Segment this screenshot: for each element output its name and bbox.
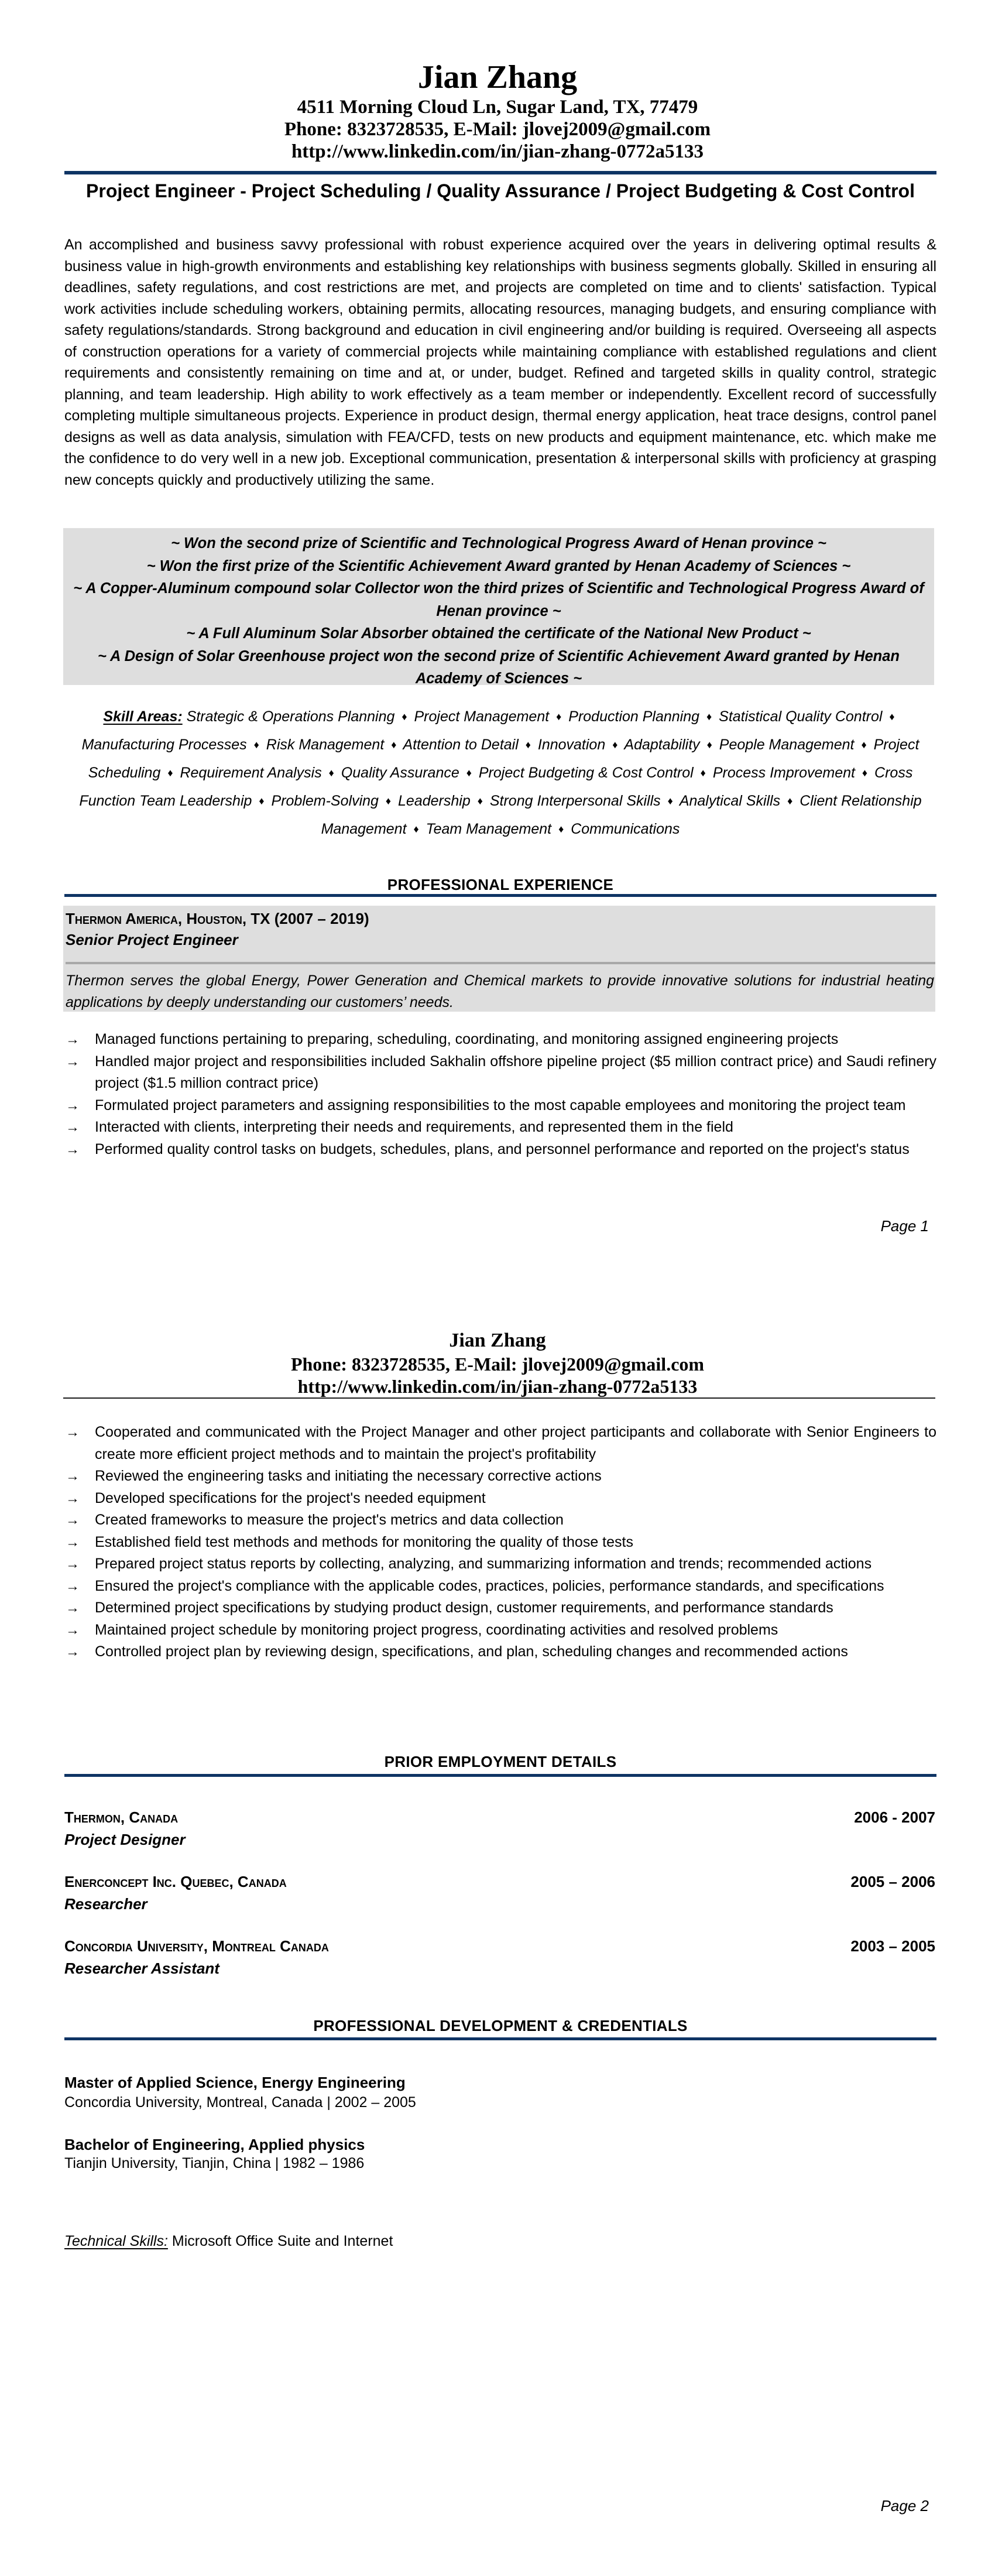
prior-company: Enerconcept Inc. Quebec, Canada [64, 1873, 287, 1890]
skill-item: Project Scheduling [88, 737, 919, 781]
prior-company: Thermon, Canada [64, 1808, 179, 1826]
award-item: ~ A Design of Solar Greenhouse project won the second prize of Scientific Achievement Award granted by Henan Academy of Sciences ~ [98, 648, 900, 687]
bullet-item [64, 1597, 936, 1619]
award-item: ~ A Full Aluminum Solar Absorber obtained the certificate of the National New Product ~ [186, 625, 811, 642]
bullet-text: Controlled project plan by reviewing design, specifications, and plan, scheduling changes and recommended actions [95, 1643, 848, 1660]
skill-item: Requirement Analysis [180, 765, 322, 781]
phone-email-page2: Phone: 8323728535, E-Mail: jlovej2009@gmail.com [290, 1354, 705, 1375]
prior-employment-item [64, 1872, 936, 1913]
diamond-separator-icon: ♦ [612, 739, 618, 751]
diamond-separator-icon: ♦ [413, 823, 419, 835]
diamond-separator-icon: ♦ [556, 711, 562, 722]
diamond-separator-icon: ♦ [700, 767, 706, 779]
page2-header-divider [63, 1397, 935, 1399]
summary-paragraph: An accomplished and business savvy professional with robust experience acquired over the years in delivering optimal results & business value in high-growth environments and establishing key relationships with business segments globally. Skilled in ensuring all deadlines, safety regulations, and cost restrictions are met, and projects are completed on time and to clients' satisfaction. Typical work activities include scheduling workers, obtaining permits, allocating resources, managing budgets, and ensuring compliance with safety regulations/standards. Strong background and education in civil engineering and/or building is required. Overseeing all aspects of construction operations for a variety of commercial projects while maintaining compliance with established regulations and client requirements and consistently remaining on time and at, or under, budget. Refined and targeted skills in quality control, strategic planning, and team leadership. High ability to work effectively as a team member or independently. Excellent record of successfully completing multiple simultaneous projects. Experience in product design, thermal energy application, heat trace designs, control panel designs as well as data analysis, simulation with FEA/CFD, tests on new products and equipment maintenance, etc. which make me the confidence to do very well in a new job. Exceptional communication, presentation & interpersonal skills with proficiency at grasping new concepts quickly and productively utilizing the same. [64, 237, 936, 488]
diamond-separator-icon: ♦ [667, 795, 673, 807]
arrow-right-icon: → [66, 1424, 80, 1440]
bullet-item [64, 1421, 936, 1465]
school: Tianjin University, Tianjin, China | 1982 – 1986 [64, 2155, 365, 2171]
skill-item: Manufacturing Processes [81, 737, 247, 753]
diamond-separator-icon: ♦ [391, 739, 397, 751]
technical-skills [64, 2232, 393, 2250]
award-item: ~ Won the first prize of the Scientific Achievement Award granted by Henan Academy of Sciences ~ [146, 557, 851, 574]
skill-item: Cross Function Team Leadership [79, 765, 913, 809]
bullet-text: Formulated project parameters and assigning responsibilities to the most capable employees and monitoring the project team [95, 1097, 906, 1114]
skill-item: Production Planning [568, 708, 700, 725]
page-number: Page 2 [880, 2497, 929, 2515]
diamond-separator-icon: ♦ [402, 711, 407, 722]
bullet-text: Performed quality control tasks on budgets, schedules, plans, and personnel performance and reported on the project's status [95, 1140, 910, 1157]
diamond-separator-icon: ♦ [706, 711, 712, 722]
company-separator [66, 962, 935, 964]
prior-dates: 2005 – 2006 [850, 1873, 935, 1890]
skill-areas [76, 703, 925, 843]
degree: Master of Applied Science, Energy Engineering [64, 2074, 406, 2091]
company-description: Thermon serves the global Energy, Power Generation and Chemical markets to provide innovative solutions for industrial heating applications by deeply understanding our customers’ needs. [66, 972, 934, 1010]
skill-item: Attention to Detail [403, 737, 519, 753]
prior-company: Concordia University, Montreal Canada [64, 1937, 329, 1955]
skill-areas-label: Skill Areas: [103, 708, 183, 725]
arrow-right-icon: → [66, 1622, 80, 1638]
bullet-text: Determined project specifications by studying product design, customer requirements, and performance standards [95, 1599, 833, 1616]
bullet-text: Developed specifications for the project's needed equipment [95, 1489, 486, 1506]
skill-item: Team Management [426, 821, 552, 837]
bullet-text: Ensured the project's compliance with the applicable codes, practices, policies, performance standards, and specifications [95, 1577, 884, 1594]
prior-role: Researcher Assistant [64, 1960, 219, 1977]
experience-bullets-page2 [64, 1421, 936, 1663]
linkedin-link-page2[interactable]: http://www.linkedin.com/in/jian-zhang-0772a5133 [297, 1376, 698, 1397]
arrow-right-icon: → [66, 1600, 80, 1616]
arrow-right-icon: → [66, 1534, 80, 1550]
prior-employment-item [64, 1808, 936, 1849]
diamond-separator-icon: ♦ [706, 739, 712, 751]
diamond-separator-icon: ♦ [167, 767, 173, 779]
phone-email: Phone: 8323728535, E-Mail: jlovej2009@gmail.com [284, 119, 711, 140]
section-title-experience: PROFESSIONAL EXPERIENCE [387, 876, 614, 893]
bullet-text: Established field test methods and methods for monitoring the quality of those tests [95, 1533, 633, 1550]
arrow-right-icon: → [66, 1032, 80, 1047]
page-number: Page 1 [880, 1217, 929, 1235]
section-title-education: PROFESSIONAL DEVELOPMENT & CREDENTIALS [313, 2017, 688, 2034]
arrow-right-icon: → [66, 1556, 80, 1572]
technical-skills-value: Microsoft Office Suite and Internet [171, 2233, 393, 2249]
diamond-separator-icon: ♦ [477, 795, 483, 807]
diamond-separator-icon: ♦ [862, 767, 868, 779]
bullet-item [64, 1029, 936, 1051]
linkedin-link[interactable]: http://www.linkedin.com/in/jian-zhang-0772a5133 [291, 141, 704, 162]
prior-employment-item [64, 1937, 936, 1978]
bullet-item [64, 1619, 936, 1642]
skill-item: Analytical Skills [679, 793, 781, 809]
professional-headline: Project Engineer - Project Scheduling / Quality Assurance / Project Budgeting & Cost Control [86, 180, 915, 201]
skill-item: Strong Interpersonal Skills [489, 793, 661, 809]
bullet-text: Handled major project and responsibilities included Sakhalin offshore pipeline project ($5 million contract price) and Saudi refinery project ($1.5 million contract price) [95, 1053, 936, 1091]
diamond-separator-icon: ♦ [466, 767, 472, 779]
skill-item: Project Management [414, 708, 550, 725]
section-divider [64, 894, 936, 897]
arrow-right-icon: → [66, 1119, 80, 1135]
degree: Bachelor of Engineering, Applied physics [64, 2136, 365, 2153]
bullet-text: Prepared project status reports by collecting, analyzing, and summarizing information and trends; recommended actions [95, 1556, 872, 1572]
diamond-separator-icon: ♦ [385, 795, 392, 807]
prior-role: Researcher [64, 1895, 147, 1913]
bullet-item [64, 1095, 936, 1117]
bullet-text: Created frameworks to measure the project's metrics and data collection [95, 1512, 564, 1528]
experience-bullets-page1 [64, 1029, 936, 1160]
candidate-name: Jian Zhang [417, 59, 578, 95]
bullet-item [64, 1139, 936, 1161]
address: 4511 Morning Cloud Ln, Sugar Land, TX, 77479 [297, 97, 698, 118]
bullet-text: Maintained project schedule by monitoring project progress, coordinating activities and resolved problems [95, 1621, 778, 1638]
skill-item: Risk Management [266, 737, 385, 753]
job-title: Senior Project Engineer [66, 931, 238, 948]
prior-dates: 2003 – 2005 [850, 1937, 935, 1955]
arrow-right-icon: → [66, 1578, 80, 1594]
skill-item: Strategic & Operations Planning [186, 708, 395, 725]
arrow-right-icon: → [66, 1644, 80, 1660]
bullet-text: Cooperated and communicated with the Project Manager and other project participants and collaborate with Senior Engineers to create more efficient project methods and to maintain the project's profitability [95, 1424, 936, 1462]
diamond-separator-icon: ♦ [259, 795, 265, 807]
section-divider [64, 2037, 936, 2040]
company-name: Thermon America, Houston, TX (2007 – 2019) [66, 910, 369, 927]
skill-item: Leadership [398, 793, 471, 809]
skill-item: Statistical Quality Control [719, 708, 883, 725]
bullet-item [64, 1509, 936, 1532]
candidate-name-page2: Jian Zhang [449, 1330, 546, 1351]
diamond-separator-icon: ♦ [328, 767, 334, 779]
bullet-text: Managed functions pertaining to preparing, scheduling, coordinating, and monitoring assigned engineering projects [95, 1031, 839, 1047]
skill-item: People Management [719, 737, 855, 753]
skill-item: Client Relationship Management [321, 793, 922, 837]
diamond-separator-icon: ♦ [253, 739, 259, 751]
skill-item: Innovation [537, 737, 606, 753]
skill-item: Communications [571, 821, 680, 837]
diamond-separator-icon: ♦ [787, 795, 793, 807]
bullet-text: Interacted with clients, interpreting their needs and requirements, and represented them in the field [95, 1119, 733, 1135]
skill-item: Problem-Solving [271, 793, 379, 809]
bullet-item [64, 1051, 936, 1095]
arrow-right-icon: → [66, 1141, 80, 1157]
award-item: ~ Won the second prize of Scientific and Technological Progress Award of Henan province ~ [171, 535, 826, 551]
diamond-separator-icon: ♦ [525, 739, 531, 751]
diamond-separator-icon: ♦ [861, 739, 867, 751]
awards-box [63, 528, 934, 685]
prior-dates: 2006 - 2007 [854, 1808, 935, 1826]
diamond-separator-icon: ♦ [558, 823, 564, 835]
bullet-item [64, 1575, 936, 1598]
award-item: ~ A Copper-Aluminum compound solar Collector won the third prizes of Scientific and Technological Progress Award of Henan province ~ [73, 580, 924, 619]
skill-item: Quality Assurance [341, 765, 459, 781]
bullet-item [64, 1465, 936, 1488]
bullet-item [64, 1532, 936, 1554]
prior-role: Project Designer [64, 1831, 186, 1848]
education-item [64, 2135, 936, 2172]
arrow-right-icon: → [66, 1468, 80, 1484]
section-title-prior-employment: PRIOR EMPLOYMENT DETAILS [384, 1753, 617, 1770]
bullet-text: Reviewed the engineering tasks and initiating the necessary corrective actions [95, 1468, 602, 1484]
arrow-right-icon: → [66, 1053, 80, 1070]
bullet-item [64, 1116, 936, 1139]
section-divider [64, 1774, 936, 1777]
diamond-separator-icon: ♦ [889, 711, 895, 722]
skill-item: Adaptability [624, 737, 700, 753]
education-item [64, 2073, 936, 2112]
skill-item: Process Improvement [712, 765, 855, 781]
arrow-right-icon: → [66, 1512, 80, 1528]
arrow-right-icon: → [66, 1490, 80, 1506]
school: Concordia University, Montreal, Canada | 2002 – 2005 [64, 2094, 416, 2111]
bullet-item [64, 1641, 936, 1663]
bullet-item [64, 1488, 936, 1510]
technical-skills-label: Technical Skills: [64, 2233, 168, 2249]
bullet-item [64, 1553, 936, 1575]
skill-item: Project Budgeting & Cost Control [478, 765, 694, 781]
arrow-right-icon: → [66, 1097, 80, 1114]
company-header-box [63, 906, 935, 1012]
header-divider [64, 171, 936, 174]
